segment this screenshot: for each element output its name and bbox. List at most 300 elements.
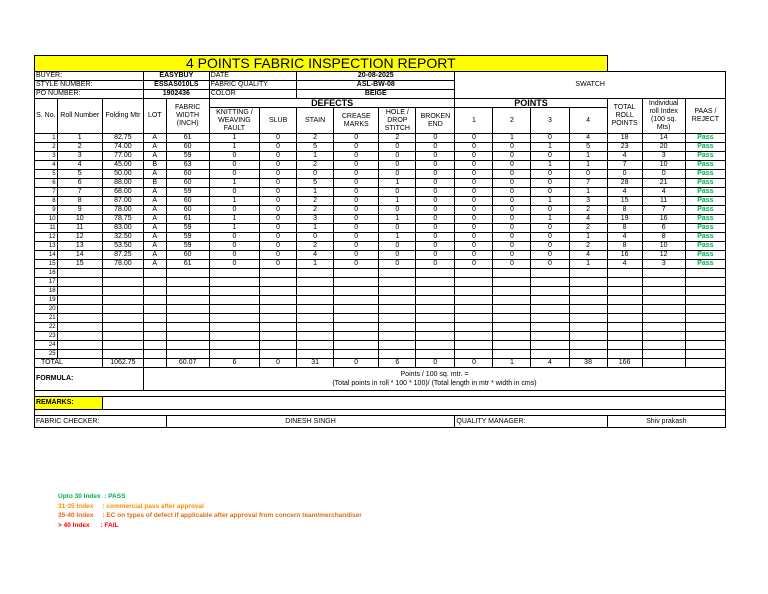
broken-end: 0: [416, 233, 455, 242]
empty-cell[interactable]: [379, 296, 416, 305]
empty-cell[interactable]: [102, 278, 143, 287]
total-roll-points: 16: [607, 251, 642, 260]
empty-cell[interactable]: [379, 287, 416, 296]
table-row: [35, 143, 726, 152]
header-lot: LOT: [143, 99, 166, 134]
empty-cell[interactable]: [260, 278, 297, 287]
header-defects: DEFECTS: [209, 99, 455, 108]
lot: A: [143, 170, 166, 179]
roll-index: 4: [642, 188, 685, 197]
empty-cell[interactable]: [57, 332, 102, 341]
fabric-width: 61: [166, 260, 209, 269]
empty-cell[interactable]: [209, 296, 259, 305]
broken-end: 0: [416, 224, 455, 233]
crease-marks: 0: [334, 134, 379, 143]
points-3: 0: [531, 224, 569, 233]
hole-drop-stitch: 0: [379, 152, 416, 161]
empty-cell[interactable]: [685, 269, 725, 278]
empty-cell[interactable]: [260, 350, 297, 359]
serial-number: 23: [35, 332, 58, 341]
points-1: 0: [455, 170, 493, 179]
empty-cell[interactable]: [493, 269, 531, 278]
status-badge: Pass: [685, 134, 725, 143]
empty-cell[interactable]: [685, 305, 725, 314]
roll-index: 8: [642, 233, 685, 242]
empty-cell[interactable]: [607, 332, 642, 341]
empty-cell[interactable]: [143, 350, 166, 359]
empty-cell[interactable]: [569, 278, 607, 287]
empty-cell[interactable]: [334, 350, 379, 359]
empty-cell[interactable]: [297, 323, 334, 332]
empty-cell[interactable]: [102, 296, 143, 305]
empty-cell[interactable]: [297, 314, 334, 323]
empty-cell[interactable]: [57, 350, 102, 359]
empty-cell[interactable]: [143, 305, 166, 314]
points-1: 0: [455, 134, 493, 143]
roll-index: 12: [642, 251, 685, 260]
empty-cell[interactable]: [143, 323, 166, 332]
empty-cell[interactable]: [493, 287, 531, 296]
empty-cell[interactable]: [297, 269, 334, 278]
empty-cell[interactable]: [209, 350, 259, 359]
folding-mtr: 32.50: [102, 233, 143, 242]
crease-marks: 0: [334, 215, 379, 224]
buyer-label: BUYER:: [35, 72, 144, 81]
empty-cell[interactable]: [569, 341, 607, 350]
empty-row: [35, 350, 726, 359]
stain: 0: [297, 170, 334, 179]
empty-cell[interactable]: [57, 278, 102, 287]
points-2: 0: [493, 206, 531, 215]
empty-cell[interactable]: [209, 305, 259, 314]
empty-cell[interactable]: [685, 332, 725, 341]
empty-cell[interactable]: [57, 296, 102, 305]
total-point-1: 0: [455, 359, 493, 368]
crease-marks: 0: [334, 206, 379, 215]
total-roll-points: 7: [607, 161, 642, 170]
empty-cell[interactable]: [642, 278, 685, 287]
status-badge: Pass: [685, 215, 725, 224]
empty-cell[interactable]: [379, 305, 416, 314]
total-crease: 0: [334, 359, 379, 368]
empty-cell[interactable]: [416, 332, 455, 341]
empty-cell[interactable]: [569, 323, 607, 332]
empty-cell[interactable]: [493, 332, 531, 341]
points-1: 0: [455, 233, 493, 242]
empty-cell[interactable]: [455, 341, 493, 350]
total-roll-points: 4: [607, 233, 642, 242]
empty-cell[interactable]: [166, 314, 209, 323]
fabric-width: 59: [166, 188, 209, 197]
empty-cell[interactable]: [209, 278, 259, 287]
crease-marks: 0: [334, 233, 379, 242]
empty-cell[interactable]: [379, 332, 416, 341]
empty-cell[interactable]: [642, 323, 685, 332]
roll-number: 4: [57, 161, 102, 170]
lot: B: [143, 179, 166, 188]
empty-cell[interactable]: [531, 341, 569, 350]
empty-cell[interactable]: [102, 269, 143, 278]
folding-mtr: 68.00: [102, 188, 143, 197]
total-width: 60.07: [166, 359, 209, 368]
empty-cell[interactable]: [379, 314, 416, 323]
total-roll-points: 8: [607, 224, 642, 233]
empty-cell[interactable]: [57, 305, 102, 314]
empty-cell[interactable]: [642, 341, 685, 350]
empty-cell[interactable]: [379, 341, 416, 350]
empty-cell[interactable]: [334, 287, 379, 296]
roll-index: 14: [642, 134, 685, 143]
points-4: 2: [569, 206, 607, 215]
empty-cell[interactable]: [607, 269, 642, 278]
empty-cell[interactable]: [297, 296, 334, 305]
empty-cell[interactable]: [531, 323, 569, 332]
roll-number: 8: [57, 197, 102, 206]
empty-cell[interactable]: [379, 350, 416, 359]
quality-value: ASL-BW-08: [297, 81, 455, 90]
empty-row: [35, 341, 726, 350]
empty-cell[interactable]: [102, 341, 143, 350]
crease-marks: 0: [334, 224, 379, 233]
empty-cell[interactable]: [334, 269, 379, 278]
crease-marks: 0: [334, 161, 379, 170]
empty-cell[interactable]: [416, 296, 455, 305]
empty-cell[interactable]: [102, 287, 143, 296]
empty-cell[interactable]: [166, 278, 209, 287]
empty-cell[interactable]: [531, 287, 569, 296]
stain: 1: [297, 260, 334, 269]
empty-cell[interactable]: [416, 323, 455, 332]
empty-cell[interactable]: [143, 296, 166, 305]
folding-mtr: 88.00: [102, 179, 143, 188]
lot: A: [143, 134, 166, 143]
lot: A: [143, 260, 166, 269]
empty-cell[interactable]: [569, 287, 607, 296]
empty-cell[interactable]: [416, 314, 455, 323]
header-index: Individual roll Index (100 sq. Mts): [642, 99, 685, 134]
empty-cell[interactable]: [209, 323, 259, 332]
folding-mtr: 82.75: [102, 134, 143, 143]
lot: A: [143, 152, 166, 161]
fabric-width: 59: [166, 152, 209, 161]
empty-cell[interactable]: [166, 323, 209, 332]
stain: 3: [297, 215, 334, 224]
empty-cell[interactable]: [57, 314, 102, 323]
empty-cell[interactable]: [102, 323, 143, 332]
empty-cell[interactable]: [416, 269, 455, 278]
empty-cell[interactable]: [531, 305, 569, 314]
fabric-width: 59: [166, 224, 209, 233]
empty-cell[interactable]: [209, 269, 259, 278]
empty-cell[interactable]: [166, 305, 209, 314]
empty-cell[interactable]: [416, 287, 455, 296]
empty-cell[interactable]: [455, 323, 493, 332]
roll-number: 13: [57, 242, 102, 251]
points-2: 0: [493, 251, 531, 260]
empty-cell[interactable]: [493, 350, 531, 359]
empty-cell[interactable]: [143, 314, 166, 323]
lot: A: [143, 251, 166, 260]
empty-cell[interactable]: [455, 350, 493, 359]
empty-cell[interactable]: [531, 350, 569, 359]
empty-cell[interactable]: [642, 305, 685, 314]
empty-cell[interactable]: [455, 269, 493, 278]
empty-cell[interactable]: [642, 287, 685, 296]
empty-cell[interactable]: [209, 287, 259, 296]
serial-number: 8: [35, 197, 58, 206]
empty-cell[interactable]: [642, 296, 685, 305]
serial-number: 2: [35, 143, 58, 152]
empty-cell[interactable]: [379, 269, 416, 278]
empty-cell[interactable]: [297, 305, 334, 314]
crease-marks: 0: [334, 188, 379, 197]
hole-drop-stitch: 1: [379, 233, 416, 242]
total-point-2: 1: [493, 359, 531, 368]
roll-number: 1: [57, 134, 102, 143]
empty-cell[interactable]: [569, 332, 607, 341]
broken-end: 0: [416, 143, 455, 152]
empty-cell[interactable]: [334, 323, 379, 332]
points-3: 0: [531, 260, 569, 269]
points-1: 0: [455, 206, 493, 215]
empty-cell[interactable]: [493, 278, 531, 287]
empty-row: [35, 305, 726, 314]
empty-cell[interactable]: [685, 323, 725, 332]
empty-cell[interactable]: [166, 287, 209, 296]
empty-cell[interactable]: [416, 341, 455, 350]
total-roll-points: 28: [607, 179, 642, 188]
empty-cell[interactable]: [334, 341, 379, 350]
empty-cell[interactable]: [102, 332, 143, 341]
empty-cell[interactable]: [642, 314, 685, 323]
empty-cell[interactable]: [260, 332, 297, 341]
empty-cell[interactable]: [416, 350, 455, 359]
empty-cell[interactable]: [642, 332, 685, 341]
empty-cell[interactable]: [102, 350, 143, 359]
empty-cell[interactable]: [297, 278, 334, 287]
broken-end: 0: [416, 152, 455, 161]
stain: 0: [297, 233, 334, 242]
empty-cell[interactable]: [379, 278, 416, 287]
roll-index: 6: [642, 224, 685, 233]
hole-drop-stitch: 0: [379, 251, 416, 260]
crease-marks: 0: [334, 143, 379, 152]
swatch-area: SWATCH: [455, 72, 726, 99]
empty-cell[interactable]: [260, 269, 297, 278]
total-label: TOTAL: [35, 359, 103, 368]
empty-cell[interactable]: [143, 269, 166, 278]
stain: 2: [297, 161, 334, 170]
points-3: 0: [531, 179, 569, 188]
empty-cell[interactable]: [493, 341, 531, 350]
empty-cell[interactable]: [685, 296, 725, 305]
empty-cell[interactable]: [607, 350, 642, 359]
empty-cell[interactable]: [209, 341, 259, 350]
empty-cell[interactable]: [260, 341, 297, 350]
status-badge: Pass: [685, 179, 725, 188]
stain: 5: [297, 143, 334, 152]
empty-cell[interactable]: [455, 314, 493, 323]
quality-label: FABRIC QUALITY: [209, 81, 296, 90]
empty-cell[interactable]: [493, 323, 531, 332]
empty-cell[interactable]: [260, 314, 297, 323]
empty-cell[interactable]: [57, 287, 102, 296]
empty-cell[interactable]: [297, 341, 334, 350]
empty-cell[interactable]: [531, 278, 569, 287]
folding-mtr: 78.00: [102, 260, 143, 269]
empty-cell[interactable]: [143, 332, 166, 341]
lot: A: [143, 233, 166, 242]
knitting-fault: 0: [209, 152, 259, 161]
empty-cell[interactable]: [334, 296, 379, 305]
empty-cell[interactable]: [209, 332, 259, 341]
stain: 2: [297, 242, 334, 251]
serial-number: 4: [35, 161, 58, 170]
stain: 5: [297, 179, 334, 188]
empty-cell[interactable]: [493, 305, 531, 314]
empty-cell[interactable]: [166, 296, 209, 305]
empty-cell[interactable]: [166, 350, 209, 359]
empty-cell[interactable]: [569, 350, 607, 359]
broken-end: 0: [416, 206, 455, 215]
empty-cell[interactable]: [166, 332, 209, 341]
empty-cell[interactable]: [685, 341, 725, 350]
header-paas: PAAS / REJECT: [685, 99, 725, 134]
empty-cell[interactable]: [455, 296, 493, 305]
table-row: [35, 242, 726, 251]
remarks-field[interactable]: [102, 397, 725, 410]
empty-cell[interactable]: [143, 341, 166, 350]
points-4: 2: [569, 224, 607, 233]
formula-line-2: (Total points in roll * 100 * 100)/ (Total length in mtr * width in cms): [332, 380, 537, 387]
empty-cell[interactable]: [334, 314, 379, 323]
empty-cell[interactable]: [334, 278, 379, 287]
folding-mtr: 78.75: [102, 215, 143, 224]
folding-mtr: 50.00: [102, 170, 143, 179]
empty-cell[interactable]: [685, 278, 725, 287]
empty-cell[interactable]: [57, 341, 102, 350]
empty-cell[interactable]: [57, 323, 102, 332]
knitting-fault: 1: [209, 197, 259, 206]
roll-number: 7: [57, 188, 102, 197]
empty-cell[interactable]: [531, 296, 569, 305]
empty-cell[interactable]: [260, 323, 297, 332]
empty-cell[interactable]: [531, 314, 569, 323]
empty-cell[interactable]: [334, 305, 379, 314]
points-4: 1: [569, 161, 607, 170]
empty-cell[interactable]: [416, 305, 455, 314]
empty-cell[interactable]: [569, 305, 607, 314]
buyer-value: EASYBUY: [143, 72, 209, 81]
header-sno: S. No.: [35, 99, 58, 134]
empty-cell[interactable]: [607, 278, 642, 287]
empty-cell[interactable]: [685, 350, 725, 359]
lot: A: [143, 197, 166, 206]
empty-cell[interactable]: [531, 269, 569, 278]
empty-cell[interactable]: [607, 296, 642, 305]
empty-cell[interactable]: [166, 269, 209, 278]
empty-cell[interactable]: [260, 296, 297, 305]
stain: 2: [297, 134, 334, 143]
empty-cell[interactable]: [569, 296, 607, 305]
serial-number: 18: [35, 287, 58, 296]
points-4: 1: [569, 260, 607, 269]
empty-cell[interactable]: [642, 269, 685, 278]
empty-cell[interactable]: [493, 314, 531, 323]
empty-cell[interactable]: [455, 278, 493, 287]
hole-drop-stitch: 0: [379, 260, 416, 269]
empty-cell[interactable]: [166, 341, 209, 350]
empty-cell[interactable]: [209, 314, 259, 323]
empty-cell[interactable]: [297, 350, 334, 359]
roll-number: 10: [57, 215, 102, 224]
roll-index: 16: [642, 215, 685, 224]
empty-row: [35, 314, 726, 323]
broken-end: 0: [416, 179, 455, 188]
empty-cell[interactable]: [607, 323, 642, 332]
header-broken: BROKEN END: [416, 108, 455, 134]
empty-cell[interactable]: [143, 278, 166, 287]
points-3: 0: [531, 206, 569, 215]
knitting-fault: 1: [209, 215, 259, 224]
status-badge: Pass: [685, 143, 725, 152]
empty-cell[interactable]: [607, 314, 642, 323]
points-4: 4: [569, 215, 607, 224]
broken-end: 0: [416, 188, 455, 197]
empty-cell[interactable]: [416, 278, 455, 287]
points-2: 0: [493, 260, 531, 269]
stain: 2: [297, 206, 334, 215]
empty-cell[interactable]: [260, 287, 297, 296]
empty-cell[interactable]: [569, 269, 607, 278]
empty-cell[interactable]: [102, 314, 143, 323]
empty-cell[interactable]: [260, 305, 297, 314]
empty-cell[interactable]: [531, 332, 569, 341]
folding-mtr: 87.25: [102, 251, 143, 260]
empty-cell[interactable]: [455, 287, 493, 296]
empty-cell[interactable]: [455, 305, 493, 314]
status-badge: Pass: [685, 260, 725, 269]
empty-cell[interactable]: [569, 314, 607, 323]
header-points: POINTS: [455, 99, 607, 108]
empty-cell[interactable]: [334, 332, 379, 341]
empty-cell[interactable]: [607, 341, 642, 350]
empty-cell[interactable]: [607, 287, 642, 296]
empty-cell[interactable]: [102, 305, 143, 314]
empty-row: [35, 287, 726, 296]
empty-cell[interactable]: [379, 323, 416, 332]
empty-cell[interactable]: [607, 305, 642, 314]
empty-cell[interactable]: [297, 332, 334, 341]
roll-number: 5: [57, 170, 102, 179]
knitting-fault: 0: [209, 260, 259, 269]
empty-cell[interactable]: [297, 287, 334, 296]
crease-marks: 0: [334, 242, 379, 251]
empty-cell[interactable]: [143, 287, 166, 296]
empty-cell[interactable]: [685, 314, 725, 323]
roll-number: 3: [57, 152, 102, 161]
knitting-fault: 0: [209, 206, 259, 215]
points-1: 0: [455, 161, 493, 170]
empty-cell[interactable]: [642, 350, 685, 359]
empty-cell[interactable]: [455, 332, 493, 341]
knitting-fault: 0: [209, 233, 259, 242]
empty-cell[interactable]: [493, 296, 531, 305]
empty-cell[interactable]: [57, 269, 102, 278]
empty-cell[interactable]: [685, 287, 725, 296]
points-1: 0: [455, 242, 493, 251]
points-4: 4: [569, 134, 607, 143]
